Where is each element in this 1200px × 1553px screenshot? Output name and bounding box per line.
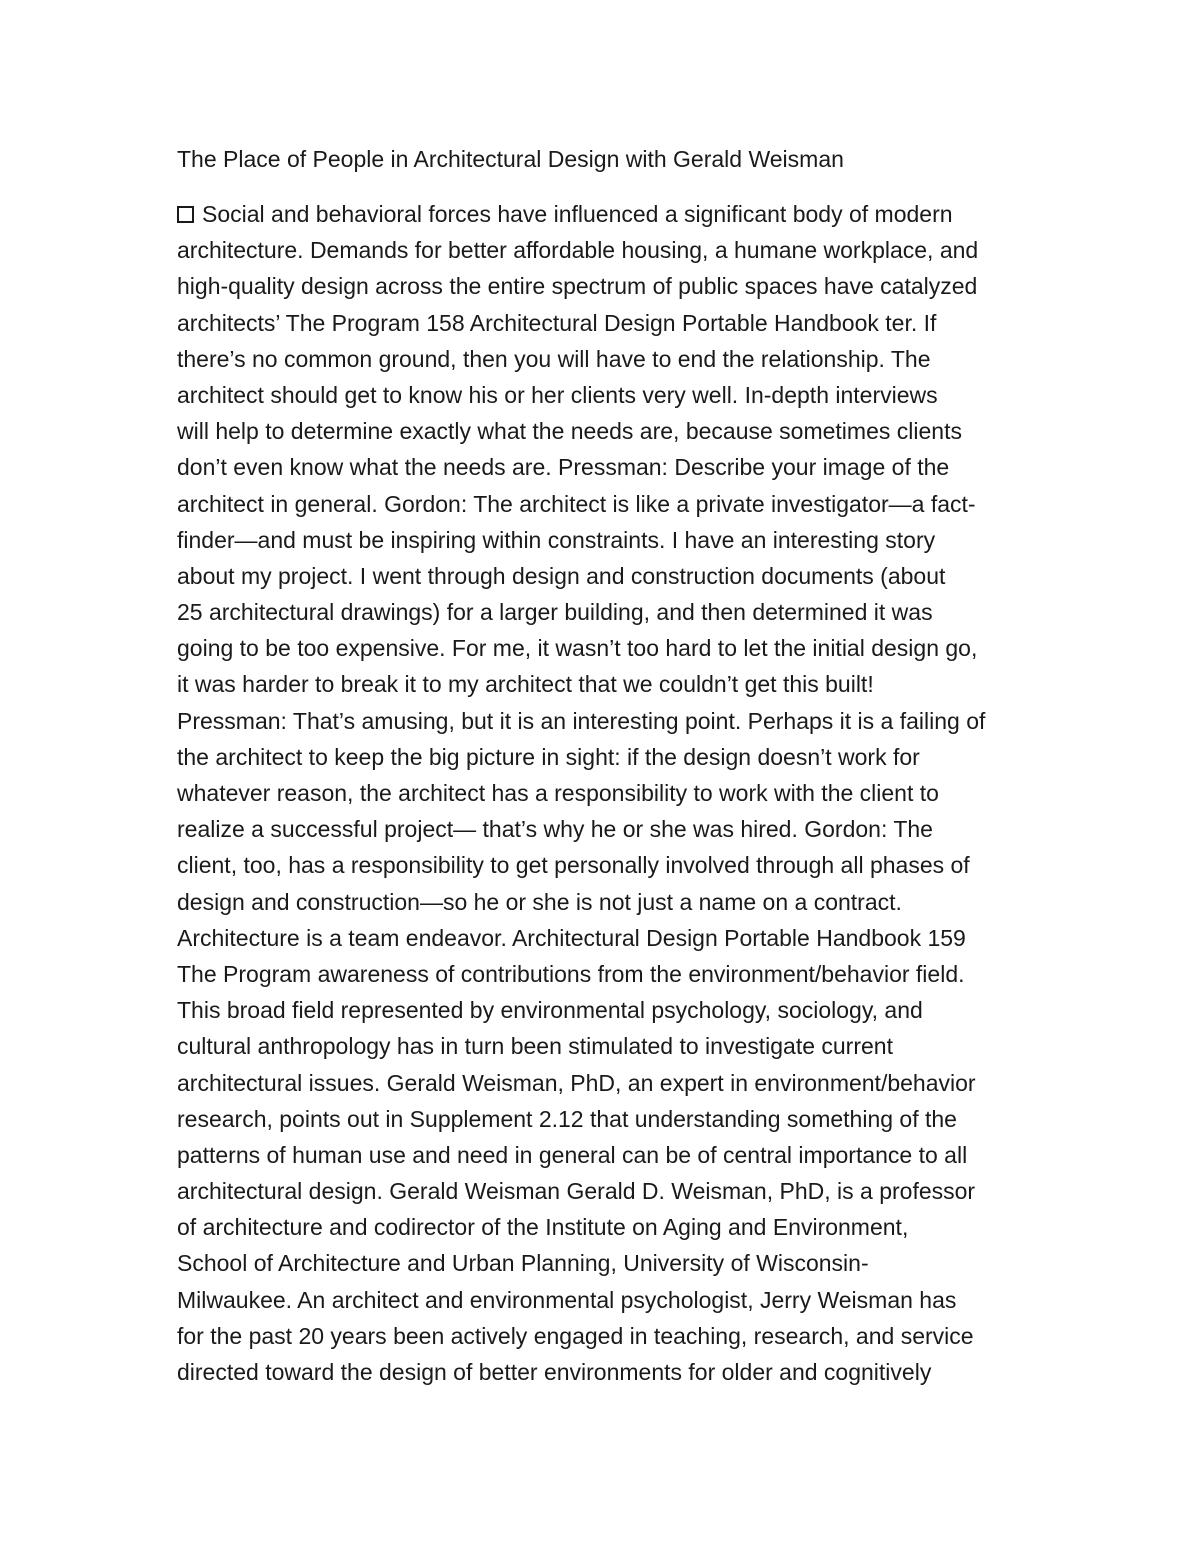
body-line: Milwaukee. An architect and environmental psychologist, Jerry Weisman has [177,1286,957,1313]
body-line-text: Social and behavioral forces have influenced a significant body of modern [202,201,953,227]
body-line: the architect to keep the big picture in sight: if the design doesn’t work for [177,743,920,770]
body-line [177,196,1077,232]
body-line: research, points out in Supplement 2.12 that understanding something of the [177,1105,957,1132]
body-line: Architecture is a team endeavor. Architectural Design Portable Handbook 159 [177,924,966,951]
body-line: cultural anthropology has in turn been stimulated to investigate current [177,1033,893,1060]
body-line: architect should get to know his or her clients very well. In-depth interviews [177,381,938,408]
body-line: architects’ The Program 158 Architectural Design Portable Handbook ter. If [177,309,937,336]
body-line: Pressman: That’s amusing, but it is an interesting point. Perhaps it is a failing of [177,707,986,734]
body-line: architectural issues. Gerald Weisman, PhD, an expert in environment/behavior [177,1069,976,1096]
body-line: realize a successful project— that’s why he or she was hired. Gordon: The [177,816,933,843]
body-line: architectural design. Gerald Weisman Gerald D. Weisman, PhD, is a professor [177,1178,976,1205]
body-line: it was harder to break it to my architect that we couldn’t get this built! [177,671,874,698]
body-line: design and construction—so he or she is not just a name on a contract. [177,888,902,915]
body-line: will help to determine exactly what the needs are, because sometimes clients [177,418,962,445]
body-line: about my project. I went through design and construction documents (about [177,562,946,589]
body-line: patterns of human use and need in general can be of central importance to all [177,1141,968,1168]
document-body [177,196,1077,1390]
body-line: 25 architectural drawings) for a larger building, and then determined it was [177,599,933,626]
body-line: architect in general. Gordon: The architect is like a private investigator—a fact- [177,490,976,517]
body-line: of architecture and codirector of the Institute on Aging and Environment, [177,1214,909,1241]
body-line: finder—and must be inspiring within constraints. I have an interesting story [177,526,936,553]
body-line: directed toward the design of better environments for older and cognitively [177,1359,932,1385]
body-line: School of Architecture and Urban Planning, University of Wisconsin- [177,1250,869,1277]
body-line: The Program awareness of contributions from the environment/behavior field. [177,960,965,987]
body-line: for the past 20 years been actively engaged in teaching, research, and service [177,1322,974,1349]
body-line: don’t even know what the needs are. Pressman: Describe your image of the [177,454,950,481]
body-line: architecture. Demands for better affordable housing, a humane workplace, and [177,237,979,264]
checkbox-icon [177,206,194,223]
body-line: client, too, has a responsibility to get personally involved through all phases of [177,852,970,879]
body-line: high-quality design across the entire spectrum of public spaces have catalyzed [177,273,978,300]
body-line: This broad field represented by environmental psychology, sociology, and [177,997,923,1024]
body-line: whatever reason, the architect has a responsibility to work with the client to [177,780,939,806]
body-line: there’s no common ground, then you will have to end the relationship. The [177,345,931,372]
document-title: The Place of People in Architectural Design with Gerald Weisman [177,146,844,172]
body-line: going to be too expensive. For me, it wasn’t too hard to let the initial design go, [177,635,978,662]
